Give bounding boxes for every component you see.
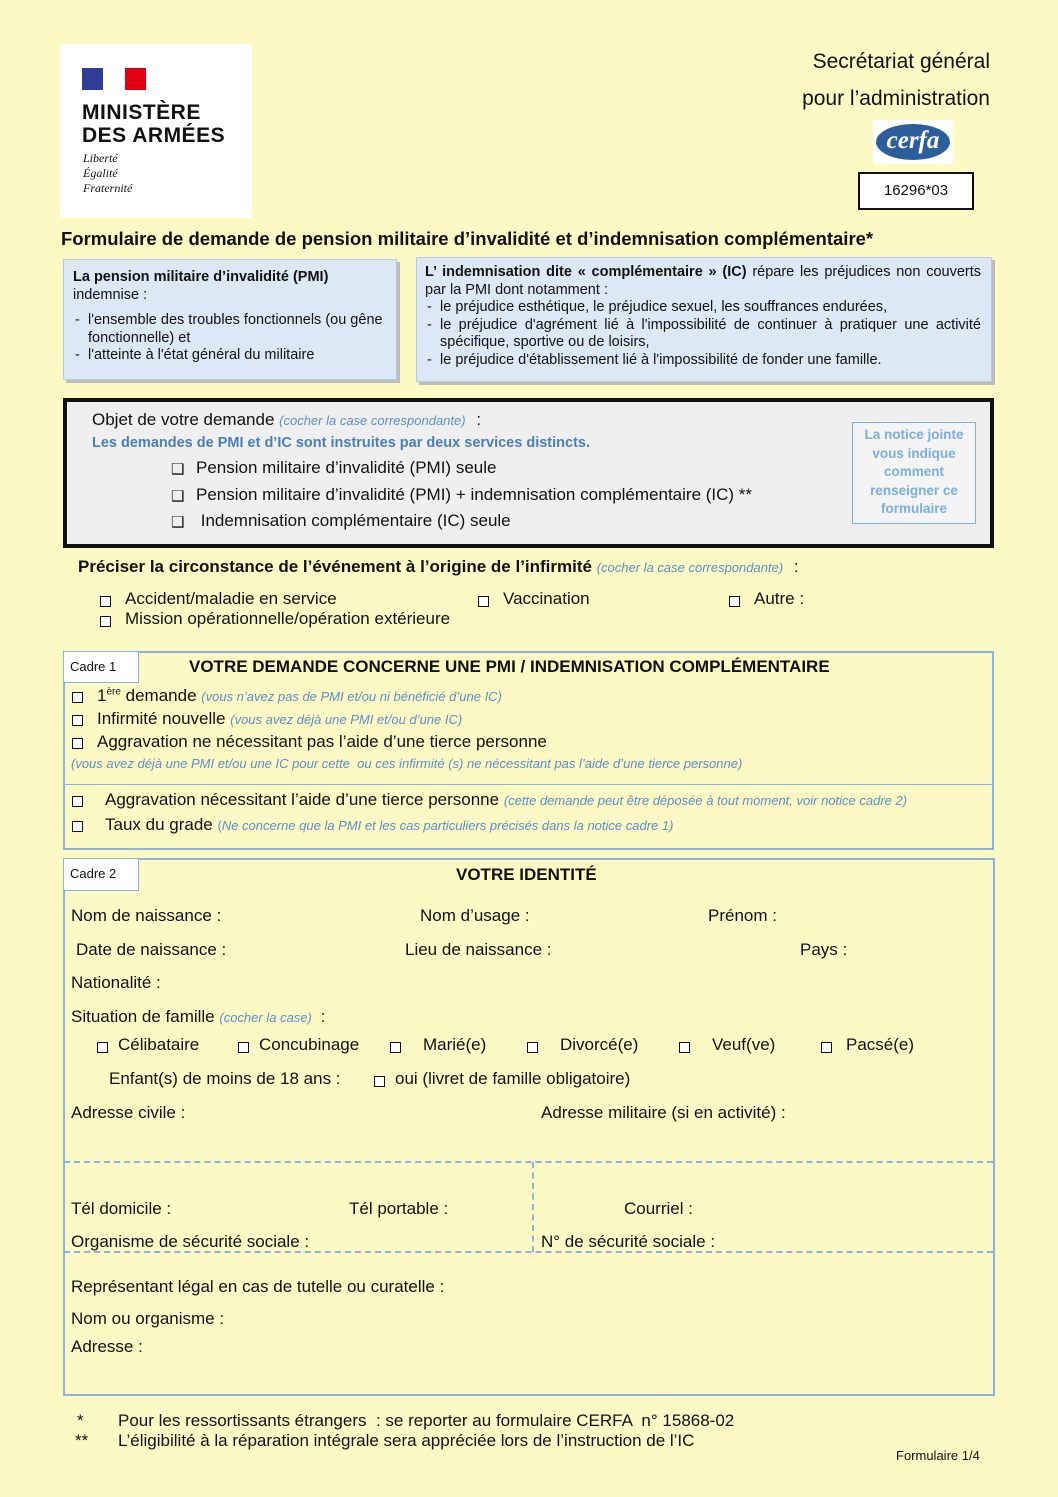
circonstance-hint: (cocher la case correspondante) [596, 560, 784, 575]
list-item: - l'ensemble des troubles fonctionnels (ou gêne fonctionnelle) et [73, 312, 386, 347]
circonstance-heading [78, 557, 799, 577]
cerfa-logo [873, 120, 953, 164]
checkbox-icon[interactable]: ❑ [171, 488, 185, 505]
first-num: 1 [97, 686, 107, 705]
cadre-1-fourth [105, 790, 907, 810]
contact-divider [532, 1162, 534, 1252]
objet-option-ic: Indemnisation complémentaire (IC) seule [196, 511, 511, 530]
option-vaccination: Vaccination [503, 589, 590, 608]
situation-concubinage: Concubinage [259, 1035, 360, 1054]
ministry-logo [60, 44, 252, 218]
pays-label: Pays : [800, 940, 848, 959]
situation-celibataire: Célibataire [118, 1035, 200, 1054]
first-sup: ère [106, 686, 121, 698]
checkbox-icon[interactable] [729, 596, 740, 607]
checkbox-icon[interactable] [72, 692, 83, 703]
fifth-hint: Ne concerne que la PMI et les cas particuliers précisés dans la notice cadre 1) [221, 818, 674, 833]
checkbox-icon[interactable] [100, 616, 111, 627]
enfants-oui: oui (livret de famille obligatoire) [395, 1069, 631, 1088]
situation-heading [71, 1007, 325, 1027]
cadre-2-tag: Cadre 2 [63, 858, 139, 891]
checkbox-icon[interactable] [72, 821, 83, 832]
situation-marie: Marié(e) [423, 1035, 487, 1054]
checkbox-icon[interactable] [72, 715, 83, 726]
enfants-label: Enfant(s) de moins de 18 ans : [109, 1069, 341, 1088]
sg-line-2: pour l’administration [802, 87, 990, 110]
fifth-paren: ( [217, 818, 222, 833]
second-hint: (vous avez déjà une PMI et/ou d’une IC) [230, 712, 463, 727]
nom-organisme-label: Nom ou organisme : [71, 1309, 225, 1328]
situation-divorce: Divorcé(e) [560, 1035, 639, 1054]
representant-label: Représentant légal en cas de tutelle ou curatelle : [71, 1277, 445, 1296]
page-number: Formulaire 1/4 [896, 1448, 980, 1463]
pmi-title: La pension militaire d’invalidité (PMI) [73, 269, 329, 285]
courriel-label: Courriel : [624, 1199, 693, 1218]
footnote-text-2: L’éligibilité à la réparation intégrale sera appréciée lors de l’instruction de l’IC [118, 1431, 695, 1450]
ic-title-rest: répare les préjudices non couverts par la PMI dont notamment : [425, 264, 981, 298]
first-hint: (vous n’avez pas de PMI et/ou ni bénéficié d’une IC) [201, 689, 502, 704]
prenom-label: Prénom : [708, 906, 777, 925]
adresse-civile-label: Adresse civile : [71, 1103, 186, 1122]
objet-colon: : [476, 410, 482, 429]
situation-label: Situation de famille [71, 1007, 215, 1026]
date-naissance-label: Date de naissance : [76, 940, 227, 959]
list-item: - l'atteinte à l'état général du militaire [73, 347, 386, 365]
cadre-1-title: VOTRE DEMANDE CONCERNE UNE PMI / INDEMNISATION COMPLÉMENTAIRE [189, 657, 830, 676]
cadre-1-divider [64, 784, 993, 785]
checkbox-icon[interactable] [821, 1042, 832, 1053]
lieu-naissance-label: Lieu de naissance : [405, 940, 552, 959]
third-label: Aggravation ne nécessitant pas l’aide d’une tierce personne [97, 732, 547, 751]
cadre-1-tag: Cadre 1 [63, 651, 139, 683]
circonstance-colon: : [793, 557, 799, 576]
option-accident: Accident/maladie en service [125, 589, 337, 608]
first-label: demande [120, 686, 197, 705]
adresse-militaire-label: Adresse militaire (si en activité) : [541, 1103, 786, 1122]
fourth-hint: (cette demande peut être déposée à tout moment, voir notice cadre 2) [503, 793, 908, 808]
fifth-label: Taux du grade [105, 815, 213, 834]
situation-pacse: Pacsé(e) [846, 1035, 915, 1054]
ic-info-box [416, 257, 992, 382]
situation-colon: : [320, 1007, 326, 1026]
list-item: - le préjudice d'agrément lié à l'impossibilité de continuer à pratiquer une activité spécifique, sportive ou de loisirs, [425, 317, 981, 352]
logo-line-1: MINISTÈRE [82, 101, 201, 124]
objet-hint: (cocher la case correspondante) [279, 413, 466, 428]
cerfa-logo-text: cerfa [876, 124, 950, 160]
tel-domicile-label: Tél domicile : [71, 1199, 172, 1218]
objet-option-pmi-ic: Pension militaire d’invalidité (PMI) + indemnisation complémentaire (IC) ** [196, 485, 753, 504]
nom-naissance-label: Nom de naissance : [71, 906, 222, 925]
notice-box: La notice jointe vous indique comment renseigner ce formulaire [852, 422, 976, 524]
list-item: - le préjudice esthétique, le préjudice sexuel, les souffrances endurées, [425, 299, 981, 317]
objet-heading [92, 410, 481, 430]
pmi-title-rest: indemnise : [73, 286, 148, 303]
fourth-label: Aggravation nécessitant l’aide d’une tierce personne [105, 790, 500, 809]
checkbox-icon[interactable]: ❑ [171, 461, 185, 478]
ic-title: L’ indemnisation dite « complémentaire » (IC) [425, 264, 747, 280]
pmi-info-box [63, 259, 397, 380]
footnote-mark-1: * [77, 1411, 84, 1430]
logo-line-2: DES ARMÉES [82, 124, 226, 147]
nom-usage-label: Nom d’usage : [420, 906, 530, 925]
checkbox-icon[interactable] [72, 738, 83, 749]
checkbox-icon[interactable] [374, 1076, 385, 1087]
sg-line-1: Secrétariat général [812, 50, 990, 73]
checkbox-icon[interactable] [527, 1042, 538, 1053]
checkbox-icon[interactable] [390, 1042, 401, 1053]
third-hint: (vous avez déjà une PMI et/ou une IC pour cette ou ces infirmité (s) ne nécessitant pas l’aide d’une tierce personne) [71, 756, 743, 771]
footnote-mark-2: ** [75, 1431, 89, 1450]
cadre-2-title: VOTRE IDENTITÉ [456, 865, 597, 884]
option-autre: Autre : [754, 589, 805, 608]
situation-veuf: Veuf(ve) [712, 1035, 776, 1054]
checkbox-icon[interactable]: ❑ [171, 514, 185, 531]
organisme-label: Organisme de sécurité sociale : [71, 1232, 310, 1251]
checkbox-icon[interactable] [72, 796, 83, 807]
cadre-1-fifth [105, 815, 673, 835]
marianne-flag-icon [82, 68, 146, 90]
objet-info: Les demandes de PMI et d’IC sont instruites par deux services distincts. [92, 435, 590, 451]
circonstance-label: Préciser la circonstance de l’événement à l’origine de l’infirmité [78, 557, 592, 576]
objet-option-pmi: Pension militaire d’invalidité (PMI) seule [196, 458, 497, 477]
num-secu-label: N° de sécurité sociale : [541, 1232, 716, 1251]
adresse-label: Adresse : [71, 1337, 143, 1356]
situation-hint: (cocher la case) [219, 1010, 312, 1025]
cerfa-number: 16296*03 [858, 172, 974, 210]
footnote-text-1: Pour les ressortissants étrangers : se reporter au formulaire CERFA n° 15868-02 [118, 1411, 735, 1430]
logo-motto-2: Égalité [83, 166, 118, 180]
checkbox-icon[interactable] [100, 596, 111, 607]
tel-portable-label: Tél portable : [349, 1199, 449, 1218]
cadre-1-first [97, 686, 502, 706]
list-item: - le préjudice d'établissement lié à l'impossibilité de fonder une famille. [425, 352, 981, 370]
option-mission: Mission opérationnelle/opération extérieure [125, 609, 451, 628]
checkbox-icon[interactable] [238, 1042, 249, 1053]
logo-motto-1: Liberté [83, 151, 118, 165]
checkbox-icon[interactable] [679, 1042, 690, 1053]
logo-motto-3: Fraternité [83, 181, 133, 195]
checkbox-icon[interactable] [478, 596, 489, 607]
cadre-1-second [97, 709, 462, 729]
page-title: Formulaire de demande de pension militaire d’invalidité et d’indemnisation complémentaire* [61, 228, 874, 249]
objet-label: Objet de votre demande [92, 410, 275, 429]
nationalite-label: Nationalité : [71, 973, 161, 992]
second-label: Infirmité nouvelle [97, 709, 226, 728]
checkbox-icon[interactable] [97, 1042, 108, 1053]
